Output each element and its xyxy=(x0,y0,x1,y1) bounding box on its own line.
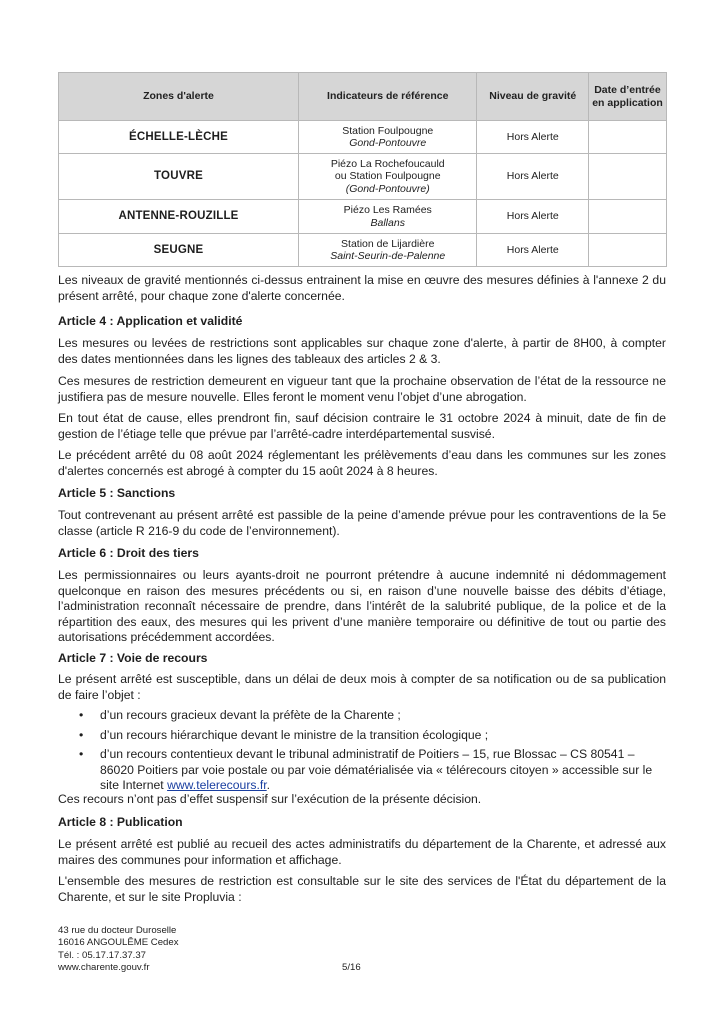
article-6-title: Article 6 : Droit des tiers xyxy=(58,546,199,560)
article-7-paragraph: Ces recours n’ont pas d’effet suspensif sur l’exécution de la présente décision. xyxy=(58,792,482,806)
telerecours-link[interactable]: www.telerecours.fr xyxy=(167,778,267,793)
list-item-text: d’un recours hiérarchique devant le ministre de la transition écologique ; xyxy=(100,727,489,742)
article-5-title: Article 5 : Sanctions xyxy=(58,486,176,500)
article-4-p4-block xyxy=(58,448,666,479)
date-cell xyxy=(588,200,666,234)
indicator-extra: ou Station Foulpougne xyxy=(334,170,441,183)
list-item-text: d’un recours gracieux devant la préfète de la Charente ; xyxy=(100,708,401,722)
article-4-paragraph: En tout état de cause, elles prendront fin, sauf décision contraire le 31 octobre 2024 à minuit, date de fin de gestion de l’étiage telle que prévue par l’arrêté-cadre interdépartemental susvisé. xyxy=(58,411,666,441)
article-4-p2-block xyxy=(58,374,666,405)
article-8-title: Article 8 : Publication xyxy=(58,815,183,829)
level-cell: Hors Alerte xyxy=(477,154,589,200)
indicator-main: Piézo Les Ramées xyxy=(343,204,432,216)
date-cell xyxy=(588,154,666,200)
indicator-location: (Gond-Pontouvre) xyxy=(345,182,430,195)
indicator-cell xyxy=(298,200,477,234)
intro-paragraph-block xyxy=(58,273,666,304)
article-4-p3-block xyxy=(58,411,666,442)
table-row xyxy=(59,200,667,234)
date-cell xyxy=(588,234,666,267)
page-number: 5/16 xyxy=(342,962,361,973)
article-8-paragraph: L'ensemble des mesures de restriction est consultable sur le site des services de l'État du département de la Charente, et sur le site Propluvia : xyxy=(58,874,666,904)
footer-phone: Tél. : 05.17.17.37.37 xyxy=(58,949,147,961)
alert-zones-table xyxy=(58,72,667,267)
date-cell xyxy=(588,121,666,154)
indicator-cell xyxy=(298,234,477,267)
list-item-punctuation: . xyxy=(266,778,271,793)
intro-paragraph: Les niveaux de gravité mentionnés ci-dessus entrainent la mise en œuvre des mesures définies à l'annexe 2 du présent arrêté, pour chaque zone d'alerte concernée. xyxy=(58,273,666,303)
article-4-title: Article 4 : Application et validité xyxy=(58,314,243,328)
zone-cell: TOUVRE xyxy=(59,154,299,200)
article-7-paragraph: Le présent arrêté est susceptible, dans un délai de deux mois à compter de sa notification ou de sa publication de faire l’objet : xyxy=(58,672,666,702)
article-7-title: Article 7 : Voie de recours xyxy=(58,651,208,665)
indicator-main: Station de Lijardière xyxy=(341,237,435,250)
recourse-list xyxy=(58,708,666,798)
article-8-p2-block xyxy=(58,874,666,905)
list-item-text: d’un recours contentieux devant le tribunal administratif de Poitiers – 15, rue Blossac – CS 80541 – 86020 Poitiers par voie postale ou par voie dématérialisée via « télérecours citoyen » accessible sur le site Internet xyxy=(100,747,653,793)
zone-cell: ÉCHELLE-LÈCHE xyxy=(59,121,299,154)
indicator-cell xyxy=(298,121,477,154)
indicator-main: Piézo La Rochefoucauld xyxy=(330,157,445,170)
table-row xyxy=(59,154,667,200)
article-4-paragraph: Les mesures ou levées de restrictions sont applicables sur chaque zone d'alerte, à partir de 8H00, à compter des dates mentionnées dans les lignes des tableaux des articles 2 & 3. xyxy=(58,336,666,366)
level-cell: Hors Alerte xyxy=(477,121,589,154)
level-cell: Hors Alerte xyxy=(477,234,589,267)
table-row xyxy=(59,121,667,154)
indicator-location: Saint-Seurin-de-Palenne xyxy=(330,250,446,262)
indicator-location: Ballans xyxy=(370,216,405,229)
list-item xyxy=(58,708,666,724)
list-item xyxy=(58,728,666,744)
level-cell: Hors Alerte xyxy=(477,200,589,234)
article-4-p1-block xyxy=(58,336,666,367)
bullet-icon: • xyxy=(79,747,84,762)
article-4-paragraph: Ces mesures de restriction demeurent en vigueur tant que la prochaine observation de l’état de la ressource ne justifiera pas de mesure nouvelle. Elles feront le moment venu l’objet d’une abrogation. xyxy=(58,374,666,404)
article-5-paragraph: Tout contrevenant au présent arrêté est passible de la peine d’amende prévue pour les contraventions de la 5e classe (article R 216-9 du code de l’environnement). xyxy=(58,508,666,538)
header-date: Date d’entrée en application xyxy=(588,73,666,121)
zone-cell: SEUGNE xyxy=(59,234,299,267)
bullet-icon: • xyxy=(79,708,84,722)
indicator-location: Gond-Pontouvre xyxy=(349,137,427,149)
zone-cell: ANTENNE-ROUZILLE xyxy=(59,200,299,234)
bullet-icon: • xyxy=(79,727,84,742)
footer-address-line2: 16016 ANGOULÊME Cedex xyxy=(58,937,179,949)
table-row xyxy=(59,234,667,267)
article-7-p1-block xyxy=(58,672,666,703)
page-footer xyxy=(58,925,179,974)
footer-address-line1: 43 rue du docteur Duroselle xyxy=(58,925,177,936)
article-4-paragraph: Le précédent arrêté du 08 août 2024 réglementant les prélèvements d’eau dans les communes sur les zones d'alertes concernés est abrogé à compter du 15 août 2024 à 8 heures. xyxy=(58,448,666,478)
table-header-row xyxy=(59,73,667,121)
footer-website[interactable]: www.charente.gouv.fr xyxy=(58,961,150,973)
article-7-p2-block xyxy=(58,792,666,808)
header-level: Niveau de gravité xyxy=(477,73,589,121)
article-8-p1-block xyxy=(58,837,666,868)
article-6-paragraph: Les permissionnaires ou leurs ayants-droit ne pourront prétendre à aucune indemnité ni dédommagement quelconque en raison des mesures précédents ou si, en raison d’une nouvelle baisse des débits d’étiage, l’administration reconnaît nécessaire de prendre, dans l’intérêt de la salubrité publique, de la police et de la répartition des eaux, des mesures qui les privent d’une manière temporaire ou définitive de tout ou partie des autorisations précédemment accordées. xyxy=(58,568,666,645)
list-item xyxy=(58,747,666,794)
header-zones: Zones d'alerte xyxy=(59,73,299,121)
indicator-cell xyxy=(298,154,477,200)
header-indicators: Indicateurs de référence xyxy=(298,73,477,121)
article-5-p1-block xyxy=(58,508,666,539)
article-8-paragraph: Le présent arrêté est publié au recueil des actes administratifs du département de la Charente, et adressé aux maires des communes pour information et affichage. xyxy=(58,837,666,867)
indicator-main: Station Foulpougne xyxy=(342,124,434,137)
article-6-p1-block xyxy=(58,568,666,646)
